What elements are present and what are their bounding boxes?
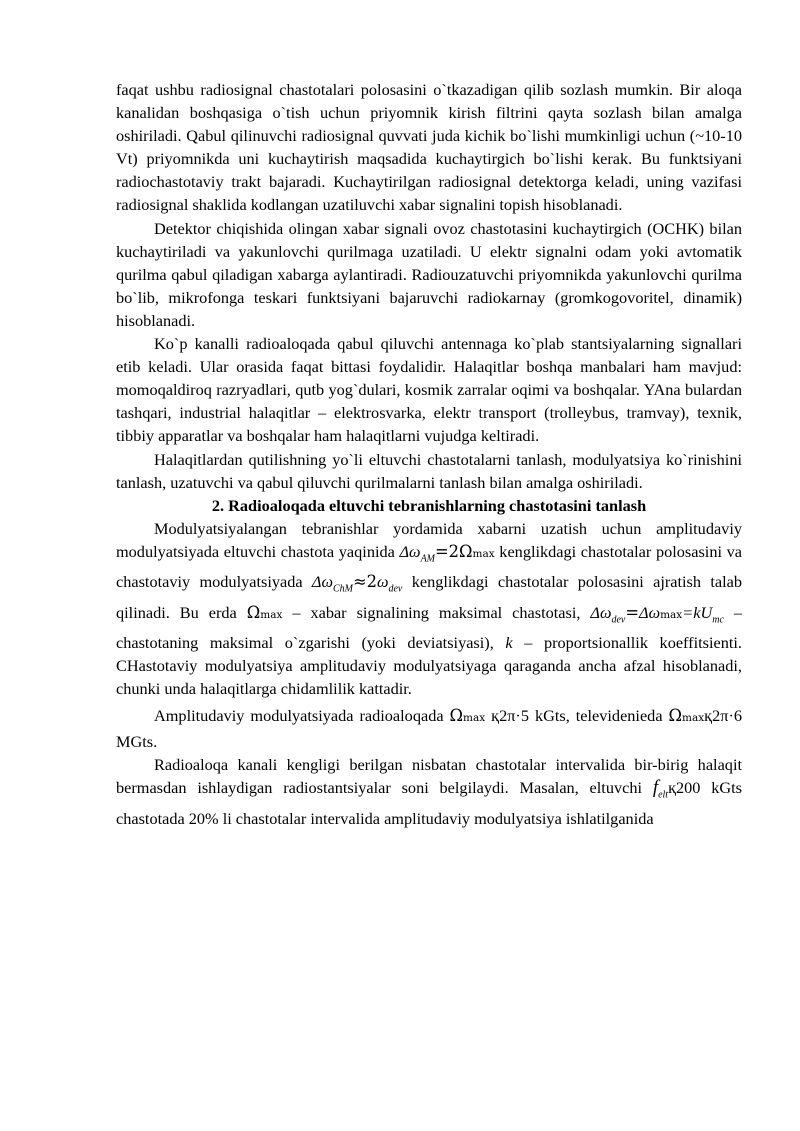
paragraph-7 (116, 753, 742, 830)
paragraph-5 (116, 517, 742, 700)
paragraph-3: Ko`p kanalli radioaloqada qabul qiluvchi antennaga ko`plab stantsiyalarning signallari etib keladi. Ular orasida faqat bittasi foydalidir. Halaqitlar boshqa manbalari ham mavjud: momoqaldiroq razryadlari, qutb yog`dulari, kosmik zarralar oqimi va boshqalar. YAna bulardan tashqari, industrial halaqitlar – elektrosvarka, elektr transport (trolleybus, tramvay), texnik, tibbiy apparatlar va boshqalar ham halaqitlarni vujudga keltiradi. (116, 334, 742, 446)
section-heading: 2. Radioaloqada eltuvchi tebranishlarning chastotasini tanlash (211, 495, 647, 515)
text-run: қ2π·6 MGts. (116, 706, 743, 752)
paragraph-4: Halaqitlardan qutilishning yo`li eltuvchi chastotalarni tanlash, modulyatsiya ko`rinishini tanlash, uzatuvchi va qabul qiluvchi qurilmalarni tanlash bilan amalga oshiriladi. (116, 449, 742, 492)
text-run: қ2π·5 kGts, televidenieda (485, 706, 669, 726)
text-run: – chastotaning maksimal o`zgarishi (yoki deviatsiyasi), (116, 602, 742, 652)
formula-deviation: $\Delta\omega_{dev}=\Delta\omega\max=kU_{mc}$ (590, 602, 724, 625)
text-run: Radioaloqa kanali kengligi berilgan nisbatan chastotalar intervalida bir-birig halaqit bermasdan ishlaydigan radiostantsiyalar soni belgilaydi. Masalan, eltuvchi (116, 755, 742, 798)
paragraph-6 (116, 704, 742, 753)
document-page (116, 78, 742, 830)
formula-f-elt: $f_{elt}$ (652, 777, 669, 801)
formula-omega-max: Ωmax (246, 602, 283, 622)
paragraph-2: Detektor chiqishida olingan xabar signali ovoz chastotasini kuchaytirgich (OCHK) bilan kuchaytiriladi va yakunlovchi qurilmaga uzatiladi. U elektr signalni odam yoki avtomatik qurilma qabul qiladigan xabarga aylantiradi. Radiouzatuvchi priyomnikda yakunlovchi qurilma bo`lib, mikrofonga teskari funktsiyani bajaruvchi radiokarnay (gromkogovoritel, dinamik) hisoblanadi. (116, 218, 742, 330)
text-run: kenglikdagi chastotalar polosasini va chastotaviy modulyatsiyada (116, 541, 742, 592)
formula-k: k (505, 632, 513, 652)
formula-am-bandwidth: $\Delta\omega_{AM}=2\Omega\max$ (399, 541, 495, 565)
text-run: kenglikdagi chastotalar polosasini ajratish talab qilinadi. Bu erda (116, 572, 742, 622)
text-run: – proportsionallik koeffitsienti. CHastotaviy modulyatsiya amplitudaviy modulyatsiyaga qaraganda ancha afzal hisoblanadi, chunki unda halaqitlarga chidamlilik kattadir. (116, 632, 742, 699)
text-run: – xabar signalining maksimal chastotasi, (282, 602, 591, 622)
formula-fm-bandwidth: $\Delta\omega_{ChM}\approx 2\omega_{dev}$ (311, 572, 403, 595)
formula-omega-max-tv: Ωmax (668, 706, 705, 726)
text-run: қ200 kGts chastotada 20% li chastotalar intervalida amplitudaviy modulyatsiya ishlatilganida (116, 778, 742, 828)
formula-omega-max-am: Ωmax (449, 706, 486, 726)
text-run: Modulyatsiyalangan tebranishlar yordamida xabarni uzatish uchun amplitudaviy modulyatsiyada eltuvchi chastota yaqinida (116, 518, 742, 561)
paragraph-1: faqat ushbu radiosignal chastotalari polosasini o`tkazadigan qilib sozlash mumkin. Bir aloqa kanalidan boshqasiga o`tish uchun priyomnik kirish filtrini qayta sozlash bilan amalga oshiriladi. Qabul qilinuvchi radiosignal quvvati juda kichik bo`lishi mumkinligi uchun (~10-10 Vt) priyomnikda uni kuchaytirish maqsadida kuchaytirgich bo`lishi kerak. Bu funktsiyani radiochastotaviy trakt bajaradi. Kuchaytirilgan radiosignal detektorga keladi, uning vazifasi radiosignal shaklida kodlangan uzatiluvchi xabar signalini topish hisoblanadi. (116, 80, 742, 215)
text-run: Amplitudaviy modulyatsiyada radioaloqada (154, 706, 450, 726)
